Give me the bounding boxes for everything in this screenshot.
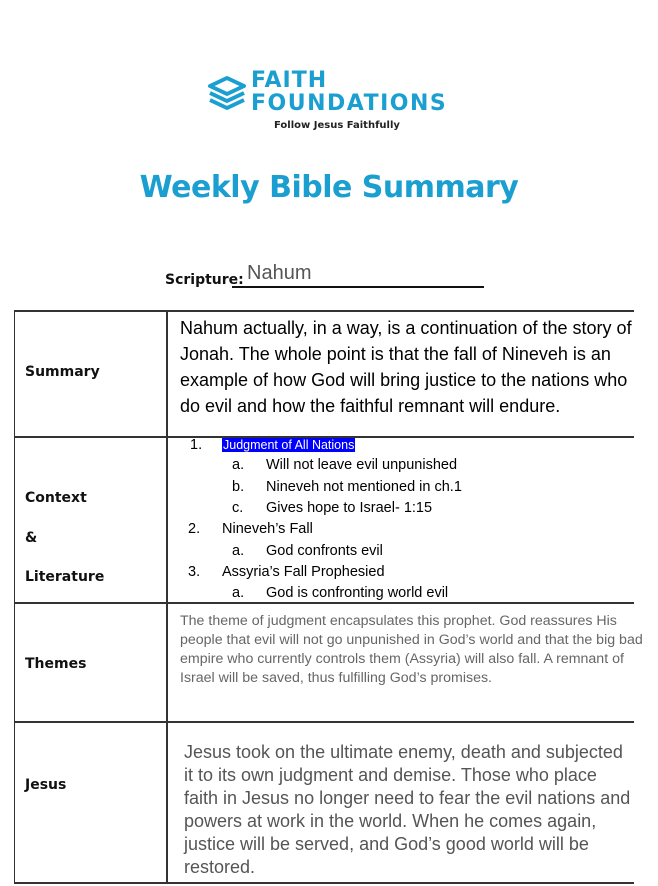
list-letter: b. xyxy=(232,479,245,495)
brand-line-2: FOUNDATIONS xyxy=(251,91,448,116)
list-number: 2. xyxy=(188,521,201,537)
jesus-text: Jesus took on the ultimate enemy, death and subjected it to its own judgment and demise. Those who place faith in Jesus no longer need to fear the evil nations and powers at work in the world. When he comes again, justice will be served, and God’s good world will be restored. xyxy=(184,742,631,877)
table-border-bottom xyxy=(14,882,634,884)
table-border-top xyxy=(14,310,634,312)
list-letter: a. xyxy=(232,457,245,473)
list-number: 1. xyxy=(190,437,203,453)
row-divider xyxy=(14,721,634,723)
list-item: God confronts evil xyxy=(266,543,383,559)
summary-label: Summary xyxy=(25,364,100,380)
brand-line-1: FAITH xyxy=(251,68,328,93)
page-title: Weekly Bible Summary xyxy=(139,170,519,205)
list-number: 3. xyxy=(188,564,201,580)
list-item: God is confronting world evil xyxy=(266,585,449,601)
list-item: Will not leave evil unpunished xyxy=(266,457,458,473)
scripture-underline xyxy=(232,286,484,288)
themes-text: The theme of judgment encapsulates this prophet. God reassures His people that evil will not go unpunished in God’s world and that the big bad empire who currently controls them (Assyria) will also fall. A remnant of Israel will be saved, thus fulfilling God’s promises. xyxy=(180,613,643,686)
row-divider xyxy=(14,602,634,604)
themes-label: Themes xyxy=(25,656,87,672)
highlighted-text: Judgment of All Nations xyxy=(223,438,355,452)
literature-label: Literature xyxy=(25,569,105,585)
list-letter: a. xyxy=(232,585,245,601)
list-item: Nineveh’s Fall xyxy=(222,521,313,537)
list-item: Assyria’s Fall Prophesied xyxy=(222,564,385,580)
scripture-field[interactable]: Nahum xyxy=(247,262,312,284)
context-ampersand: & xyxy=(25,530,38,546)
stacked-layers-icon xyxy=(206,74,248,116)
list-letter: c. xyxy=(232,500,244,516)
jesus-label: Jesus xyxy=(25,777,67,793)
list-item xyxy=(222,437,355,453)
context-label: Context xyxy=(25,490,87,506)
scripture-label: Scripture: xyxy=(165,272,244,288)
summary-text: Nahum actually, in a way, is a continuation of the story of Jonah. The whole point is that the fall of Nineveh is an example of how God will bring justice to the nations who do evil and how the faithful remnant will endure. xyxy=(180,318,632,416)
list-item: Nineveh not mentioned in ch.1 xyxy=(266,479,462,495)
brand-logo xyxy=(206,68,446,138)
brand-tagline: Follow Jesus Faithfully xyxy=(274,120,400,131)
list-letter: a. xyxy=(232,543,245,559)
table-border-left xyxy=(14,310,15,884)
table-column-divider xyxy=(166,310,168,884)
list-item: Gives hope to Israel- 1:15 xyxy=(266,500,433,516)
